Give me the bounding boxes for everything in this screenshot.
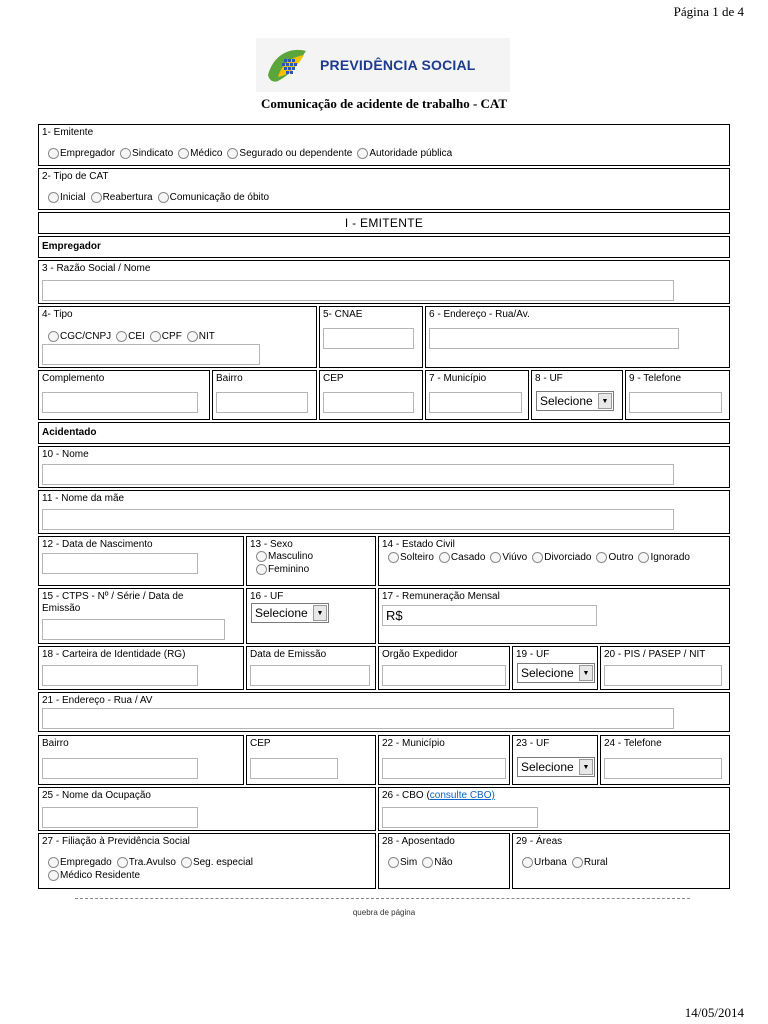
radio-ignorado[interactable]: Ignorado [638, 551, 689, 564]
radio-cei[interactable]: CEI [116, 330, 145, 343]
ocupacao-row [38, 787, 730, 831]
logo [256, 38, 510, 92]
uf23-select[interactable]: Selecione ▼ [517, 757, 595, 777]
ctps-label: 15 - CTPS - Nº / Série / Data de Emissão [42, 591, 184, 614]
acidentado-label: Acidentado [42, 427, 97, 438]
sexo-label: 13 - Sexo [250, 539, 293, 550]
telefone24-label: 24 - Telefone [604, 738, 662, 749]
nome-mae-input[interactable] [42, 509, 674, 530]
telefone9-input[interactable] [629, 392, 722, 413]
aposentado-cell [378, 833, 510, 889]
radio-casado[interactable]: Casado [439, 551, 485, 564]
complemento-cell [38, 370, 210, 420]
telefone9-label: 9 - Telefone [629, 373, 682, 384]
municipio22-label: 22 - Município [382, 738, 445, 749]
orgao-label: Orgão Expedidor [382, 649, 458, 660]
tipo-number-input[interactable] [42, 344, 260, 365]
pis-input[interactable] [604, 665, 722, 686]
filiacao-row [38, 833, 730, 889]
ocupacao-label: 25 - Nome da Ocupação [42, 790, 151, 801]
telefone9-cell [625, 370, 730, 420]
radio-empregado[interactable]: Empregado [48, 856, 112, 869]
acidentado-heading [38, 422, 730, 444]
filiacao-label: 27 - Filiação à Previdência Social [42, 836, 190, 847]
telefone24-cell [600, 735, 730, 785]
bairro-input[interactable] [216, 392, 308, 413]
radio-nao[interactable]: Não [422, 856, 452, 869]
rg-label: 18 - Carteira de Identidade (RG) [42, 649, 186, 660]
nome-row [38, 446, 730, 488]
aposentado-label: 28 - Aposentado [382, 836, 455, 847]
pis-label: 20 - PIS / PASEP / NIT [604, 649, 706, 660]
nascimento-label: 12 - Data de Nascimento [42, 539, 153, 550]
radio-cnpj[interactable]: CGC/CNPJ [48, 330, 111, 343]
municipio22-input[interactable] [382, 758, 506, 779]
ocupacao-cell [38, 787, 376, 831]
rg-cell [38, 646, 244, 690]
ctps-row [38, 588, 730, 644]
data-emissao-cell [246, 646, 376, 690]
rg-row [38, 646, 730, 690]
radio-obito[interactable]: Comunicação de óbito [158, 191, 270, 204]
radio-seg-especial[interactable]: Seg. especial [181, 856, 253, 869]
tipo-cnae-endereco-row [38, 306, 730, 368]
nome-input[interactable] [42, 464, 674, 485]
radio-outro[interactable]: Outro [596, 551, 633, 564]
orgao-input[interactable] [382, 665, 506, 686]
uf16-label: 16 - UF [250, 591, 284, 602]
cep-label: CEP [323, 373, 344, 384]
tipo-cat-row [38, 168, 730, 210]
uf19-select[interactable]: Selecione ▼ [517, 663, 595, 683]
chevron-down-icon: ▼ [579, 759, 593, 775]
tipo-cat-label: 2- Tipo de CAT [42, 171, 109, 182]
uf16-cell [246, 588, 376, 644]
bairro-label: Bairro [216, 373, 243, 384]
razao-social-input[interactable] [42, 280, 674, 301]
page-break-label: quebra de página [352, 908, 416, 917]
chevron-down-icon: ▼ [598, 393, 612, 409]
radio-rural[interactable]: Rural [572, 856, 608, 869]
chevron-down-icon: ▼ [579, 665, 593, 681]
consulte-cbo-link[interactable]: consulte CBO) [429, 790, 495, 801]
radio-solteiro[interactable]: Solteiro [388, 551, 434, 564]
ctps-input[interactable] [42, 619, 225, 640]
radio-urbana[interactable]: Urbana [522, 856, 567, 869]
complemento-label: Complemento [42, 373, 105, 384]
filiacao-cell [38, 833, 376, 889]
ctps-cell [38, 588, 244, 644]
estado-civil-options [388, 551, 723, 564]
municipio-label: 7 - Município [429, 373, 487, 384]
emitente-label: 1- Emitente [42, 127, 94, 138]
municipio22-cell [378, 735, 510, 785]
radio-medico-residente[interactable]: Médico Residente [48, 869, 248, 882]
uf8-label: 8 - UF [535, 373, 563, 384]
municipio-input[interactable] [429, 392, 522, 413]
bairro2-input[interactable] [42, 758, 198, 779]
uf19-cell [512, 646, 598, 690]
rg-input[interactable] [42, 665, 198, 686]
aposentado-options [388, 856, 458, 869]
municipio-cell [425, 370, 529, 420]
nome-label: 10 - Nome [42, 449, 89, 460]
cep2-cell [246, 735, 376, 785]
radio-segurado[interactable]: Segurado ou dependente [227, 147, 352, 160]
radio-viuvo[interactable]: Viúvo [490, 551, 527, 564]
ocupacao-input[interactable] [42, 807, 198, 828]
radio-masculino[interactable]: Masculino [256, 550, 313, 563]
endereco-cell [425, 306, 730, 368]
radio-feminino[interactable]: Feminino [256, 563, 309, 576]
nascimento-cell [38, 536, 244, 586]
bairro2-label: Bairro [42, 738, 69, 749]
razao-social-label: 3 - Razão Social / Nome [42, 263, 151, 274]
cbo-cell [378, 787, 730, 831]
sexo-options [256, 550, 318, 576]
bairro2-cell [38, 735, 244, 785]
estado-civil-label: 14 - Estado Civil [382, 539, 455, 550]
radio-sindicato[interactable]: Sindicato [120, 147, 173, 160]
nascimento-input[interactable] [42, 553, 198, 574]
areas-cell [512, 833, 730, 889]
cnae-label: 5- CNAE [323, 309, 363, 320]
radio-nit[interactable]: NIT [187, 330, 215, 343]
sexo-cell [246, 536, 376, 586]
previdencia-logo-icon [264, 45, 310, 85]
uf23-label: 23 - UF [516, 738, 550, 749]
cbo-label: 26 - CBO (consulte CBO) [382, 790, 495, 801]
radio-autoridade[interactable]: Autoridade pública [357, 147, 452, 160]
logo-text: PREVIDÊNCIA SOCIAL [320, 57, 476, 73]
cep-cell [319, 370, 423, 420]
cep-input[interactable] [323, 392, 414, 413]
cnae-cell [319, 306, 423, 368]
bairro2-row [38, 735, 730, 785]
nascimento-row [38, 536, 730, 586]
endereco-label: 6 - Endereço - Rua/Av. [429, 309, 530, 320]
filiacao-options [48, 856, 368, 882]
chevron-down-icon: ▼ [313, 605, 327, 621]
complemento-input[interactable] [42, 392, 198, 413]
tipo-cat-options [48, 191, 274, 204]
remuneracao-input[interactable] [382, 605, 597, 626]
footer-date: 14/05/2014 [684, 1005, 744, 1020]
endereco21-input[interactable] [42, 708, 674, 729]
telefone24-input[interactable] [604, 758, 722, 779]
endereco-input[interactable] [429, 328, 679, 349]
radio-cpf[interactable]: CPF [150, 330, 182, 343]
nome-mae-row [38, 490, 730, 534]
razao-social-row [38, 260, 730, 304]
tipo-options [48, 330, 220, 343]
endereco21-row [38, 692, 730, 732]
endereco21-label: 21 - Endereço - Rua / AV [42, 695, 153, 706]
tipo-label: 4- Tipo [42, 309, 73, 320]
emitente-row [38, 124, 730, 166]
empregador-heading [38, 236, 730, 258]
radio-reabertura[interactable]: Reabertura [91, 191, 153, 204]
cnae-input[interactable] [323, 328, 414, 349]
radio-avulso[interactable]: Tra.Avulso [117, 856, 176, 869]
cep2-label: CEP [250, 738, 271, 749]
bairro-cell [212, 370, 317, 420]
uf8-cell [531, 370, 623, 420]
uf16-select[interactable]: Selecione ▼ [251, 603, 329, 623]
radio-inicial[interactable]: Inicial [48, 191, 86, 204]
uf23-cell [512, 735, 598, 785]
cep2-input[interactable] [250, 758, 338, 779]
page-break-line [75, 898, 690, 899]
cbo-input[interactable] [382, 807, 538, 828]
radio-medico[interactable]: Médico [178, 147, 222, 160]
data-emissao-label: Data de Emissão [250, 649, 327, 660]
pis-cell [600, 646, 730, 690]
currency-prefix: R$ [386, 608, 403, 623]
uf8-select[interactable]: Selecione ▼ [536, 391, 614, 411]
remuneracao-label: 17 - Remuneração Mensal [382, 591, 500, 602]
remuneracao-cell [378, 588, 730, 644]
section-emitente-title: I - EMITENTE [38, 212, 730, 234]
orgao-cell [378, 646, 510, 690]
nome-mae-label: 11 - Nome da mãe [42, 493, 125, 504]
data-emissao-input[interactable] [250, 665, 370, 686]
emitente-options [48, 147, 457, 160]
page-number: Página 1 de 4 [673, 4, 744, 19]
tipo-cell [38, 306, 317, 368]
radio-divorciado[interactable]: Divorciado [532, 551, 591, 564]
radio-sim[interactable]: Sim [388, 856, 417, 869]
estado-civil-cell [378, 536, 730, 586]
page-title: Comunicação de acidente de trabalho - CAT [260, 96, 508, 111]
uf19-label: 19 - UF [516, 649, 550, 660]
complemento-row [38, 370, 730, 420]
radio-empregador[interactable]: Empregador [48, 147, 115, 160]
empregador-label: Empregador [42, 241, 101, 252]
areas-options [522, 856, 613, 869]
areas-label: 29 - Áreas [516, 836, 563, 847]
